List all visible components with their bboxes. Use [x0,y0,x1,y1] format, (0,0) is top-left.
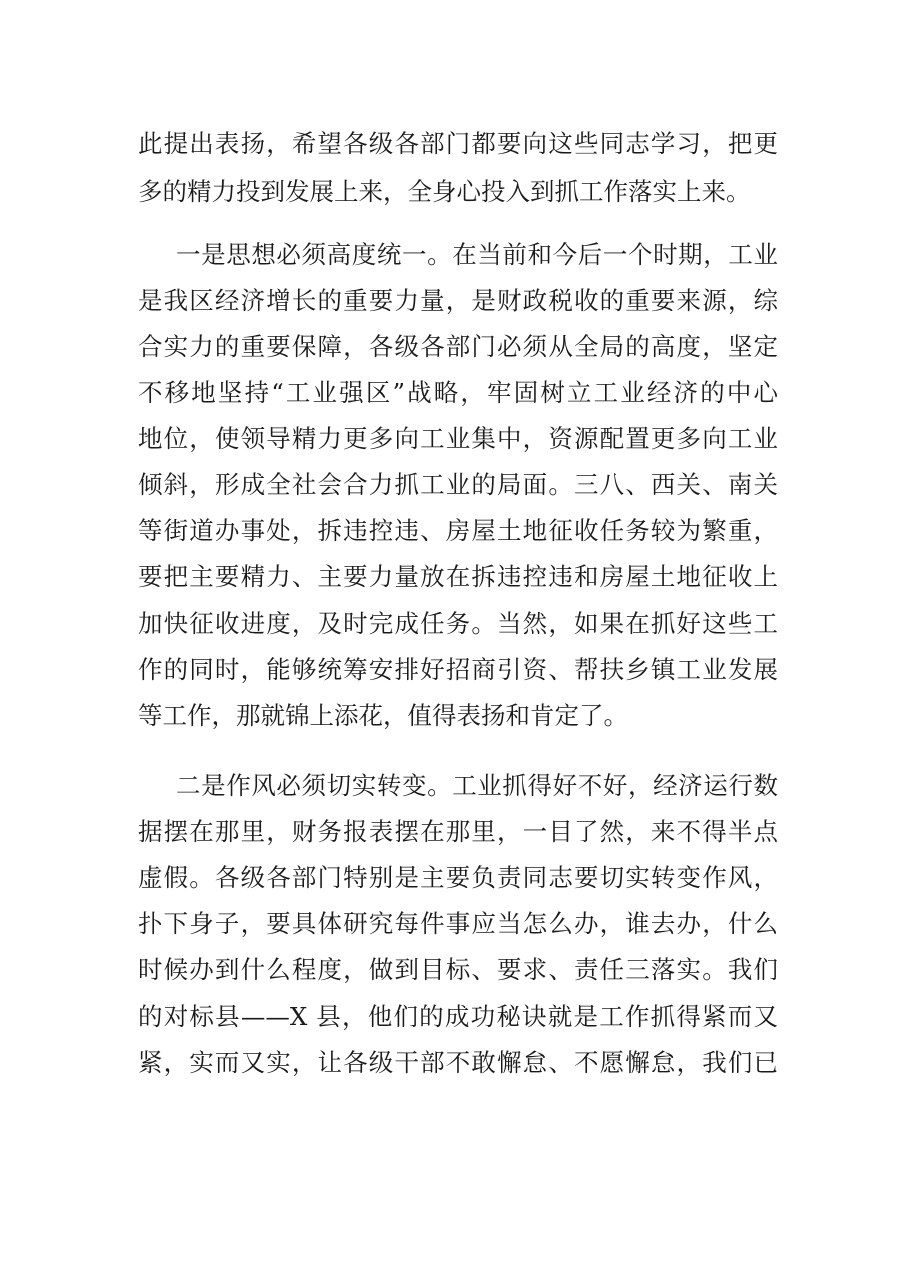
paragraph-2-line-3: 合实力的重要保障，各级各部门必须从全局的高度，坚定 [138,332,778,361]
paragraph-3-line-6: 的对标县——X 县，他们的成功秘诀就是工作抓得紧而又 [138,1002,778,1031]
paragraph-2-line-1: 一是思想必须高度统一。在当前和今后一个时期，工业 [176,240,778,269]
paragraph-3-line-2: 据摆在那里，财务报表摆在那里，一目了然，来不得半点 [138,817,778,846]
paragraph-1-line-1: 此提出表扬，希望各级各部门都要向这些同志学习，把更 [138,129,778,158]
paragraph-3-line-4: 扑下身子，要具体研究每件事应当怎么办，谁去办，什么 [138,909,778,938]
paragraph-2-line-6: 倾斜，形成全社会合力抓工业的局面。三八、西关、南关 [138,470,778,499]
paragraph-3-line-5: 时候办到什么程度，做到目标、要求、责任三落实。我们 [138,955,778,984]
paragraph-2-line-8: 要把主要精力、主要力量放在拆违控违和房屋土地征收上 [138,562,778,591]
paragraph-2-line-7: 等街道办事处，拆违控违、房屋土地征收任务较为繁重， [138,516,778,545]
paragraph-2-line-10: 作的同时，能够统筹安排好招商引资、帮扶乡镇工业发展 [138,655,778,684]
paragraph-2-line-4: 不移地坚持“工业强区”战略，牢固树立工业经济的中心 [138,378,778,407]
paragraph-3-line-1: 二是作风必须切实转变。工业抓得好不好，经济运行数 [176,771,778,800]
paragraph-2-line-2: 是我区经济增长的重要力量，是财政税收的重要来源，综 [138,286,778,315]
paragraph-2-line-5: 地位，使领导精力更多向工业集中，资源配置更多向工业 [138,424,778,453]
paragraph-2-line-11: 等工作，那就锦上添花，值得表扬和肯定了。 [138,701,628,730]
paragraph-3-line-7: 紧，实而又实，让各级干部不敢懈怠、不愿懈怠，我们已 [138,1048,778,1077]
paragraph-2-line-9: 加快征收进度，及时完成任务。当然，如果在抓好这些工 [138,609,778,638]
paragraph-1-line-2: 多的精力投到发展上来，全身心投入到抓工作落实上来。 [138,177,751,206]
paragraph-3-line-3: 虚假。各级各部门特别是主要负责同志要切实转变作风， [138,863,778,892]
